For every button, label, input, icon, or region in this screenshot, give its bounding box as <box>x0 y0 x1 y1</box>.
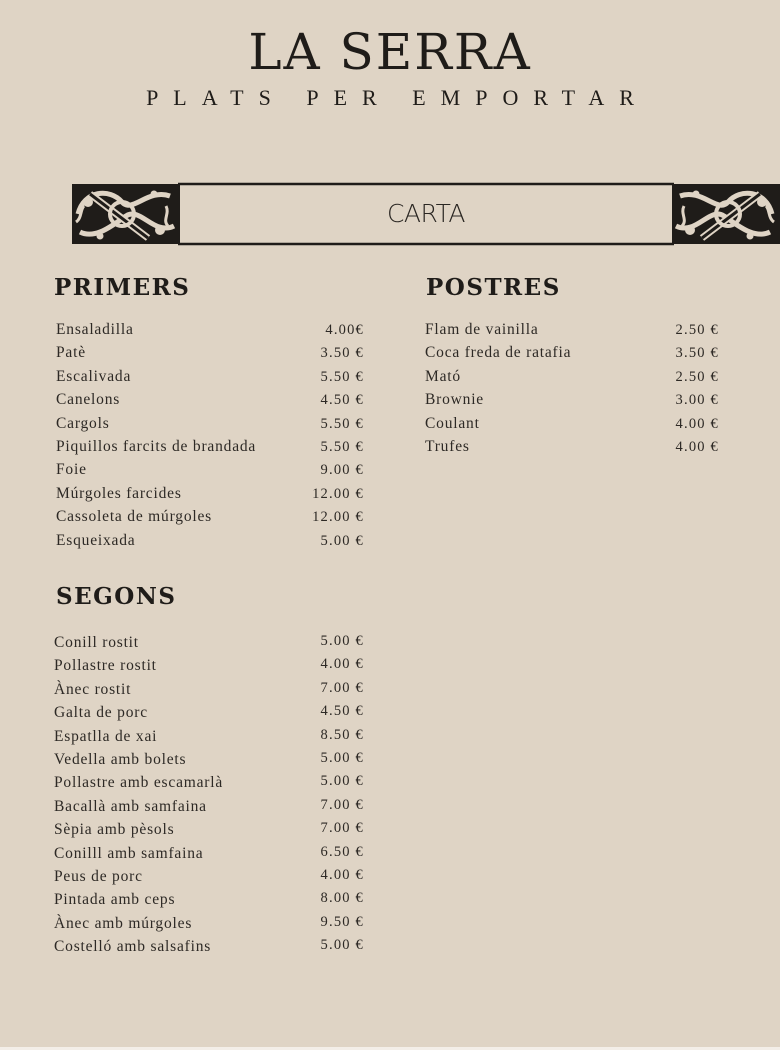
list-item <box>54 749 364 772</box>
item-name: Costelló amb salsafins <box>54 938 212 956</box>
item-price: 5.50 € <box>320 415 364 432</box>
postres-list <box>425 321 719 461</box>
item-price: 12.00 € <box>312 485 364 502</box>
item-price: 5.50 € <box>320 368 364 385</box>
list-item <box>425 415 719 438</box>
list-item <box>54 866 364 889</box>
item-name: Ensaladilla <box>56 321 134 338</box>
item-price: 5.50 € <box>320 438 364 455</box>
item-name: Conill rostit <box>54 634 139 651</box>
item-price: 7.00 € <box>320 679 364 696</box>
item-name: Peus de porc <box>54 867 143 885</box>
item-name: Mató <box>425 367 461 385</box>
item-name: Piquillos farcits de brandada <box>56 437 257 455</box>
item-name: Patè <box>56 344 86 362</box>
item-name: Galta de porc <box>54 704 148 722</box>
item-name: Coca freda de ratafia <box>425 344 572 362</box>
item-price: 4.00€ <box>325 322 364 338</box>
list-item <box>56 461 364 484</box>
item-price: 4.00 € <box>320 656 364 673</box>
item-name: Canelons <box>56 391 121 409</box>
list-item <box>425 438 719 461</box>
item-price: 9.00 € <box>320 462 364 479</box>
item-price: 9.50 € <box>320 913 364 930</box>
item-name: Espatlla de xai <box>54 727 158 745</box>
item-price: 2.50 € <box>675 368 719 385</box>
item-name: Esqueixada <box>56 531 136 549</box>
item-price: 12.00 € <box>312 509 364 526</box>
item-name: Cargols <box>56 414 110 432</box>
page-title: LA SERRA <box>248 23 532 81</box>
item-price: 5.00 € <box>320 532 364 549</box>
item-price: 5.00 € <box>320 749 364 766</box>
item-price: 4.50 € <box>320 703 364 720</box>
list-item <box>56 368 364 391</box>
page-subtitle: PLATS PER EMPORTAR <box>146 85 649 110</box>
item-name: Pollastre rostit <box>54 657 157 675</box>
item-price: 3.50 € <box>675 345 719 362</box>
list-item <box>425 391 719 414</box>
list-item <box>54 726 364 749</box>
list-item <box>56 438 364 461</box>
banner-label: CARTA <box>386 199 466 228</box>
item-price: 3.50 € <box>320 345 364 362</box>
section-title-postres: POSTRES <box>426 274 561 301</box>
list-item <box>54 913 364 936</box>
item-price: 5.00 € <box>320 937 364 954</box>
primers-list <box>56 321 364 555</box>
item-name: Conilll amb samfaina <box>54 844 204 862</box>
item-price: 4.00 € <box>320 866 364 883</box>
list-item <box>56 344 364 367</box>
list-item <box>54 702 364 725</box>
list-item <box>56 321 364 344</box>
list-item <box>54 796 364 819</box>
item-name: Trufes <box>425 437 470 455</box>
item-name: Ànec amb múrgoles <box>54 914 193 932</box>
item-price: 7.00 € <box>320 796 364 813</box>
list-item <box>54 772 364 795</box>
list-item <box>54 655 364 678</box>
list-item <box>56 415 364 438</box>
item-name: Múrgoles farcides <box>56 484 182 502</box>
list-item <box>56 485 364 508</box>
carta-banner <box>70 180 780 248</box>
list-item <box>54 936 364 959</box>
item-name: Vedella amb bolets <box>54 750 187 768</box>
item-name: Bacallà amb samfaina <box>54 797 207 815</box>
list-item <box>425 344 719 367</box>
list-item <box>56 391 364 414</box>
list-item <box>425 321 719 344</box>
list-item <box>54 889 364 912</box>
item-price: 2.50 € <box>675 322 719 338</box>
item-name: Brownie <box>425 391 484 409</box>
item-name: Cassoleta de múrgoles <box>56 508 212 526</box>
item-name: Ànec rostit <box>54 680 132 698</box>
item-price: 8.50 € <box>320 726 364 743</box>
item-name: Coulant <box>425 414 480 432</box>
knot-ornament-icon <box>672 184 780 244</box>
knot-ornament-icon <box>72 184 180 244</box>
item-price: 5.00 € <box>320 773 364 790</box>
item-name: Sèpia amb pèsols <box>54 821 175 839</box>
item-name: Flam de vainilla <box>425 321 539 338</box>
item-name: Pintada amb ceps <box>54 891 176 909</box>
item-name: Foie <box>56 461 87 479</box>
item-name: Pollastre amb escamarlà <box>54 774 224 792</box>
section-title-segons: SEGONS <box>56 583 177 610</box>
item-price: 5.00 € <box>320 633 364 649</box>
item-price: 8.00 € <box>320 890 364 907</box>
segons-list <box>54 632 364 959</box>
item-price: 4.00 € <box>675 438 719 455</box>
item-price: 7.00 € <box>320 820 364 837</box>
item-price: 4.50 € <box>320 392 364 409</box>
list-item <box>54 632 364 655</box>
item-price: 6.50 € <box>320 843 364 860</box>
list-item <box>54 679 364 702</box>
list-item <box>54 843 364 866</box>
list-item <box>425 368 719 391</box>
list-item <box>56 508 364 531</box>
list-item <box>54 819 364 842</box>
list-item <box>56 532 364 555</box>
item-price: 3.00 € <box>675 392 719 409</box>
section-title-primers: PRIMERS <box>54 274 191 301</box>
item-name: Escalivada <box>56 367 132 385</box>
item-price: 4.00 € <box>675 415 719 432</box>
